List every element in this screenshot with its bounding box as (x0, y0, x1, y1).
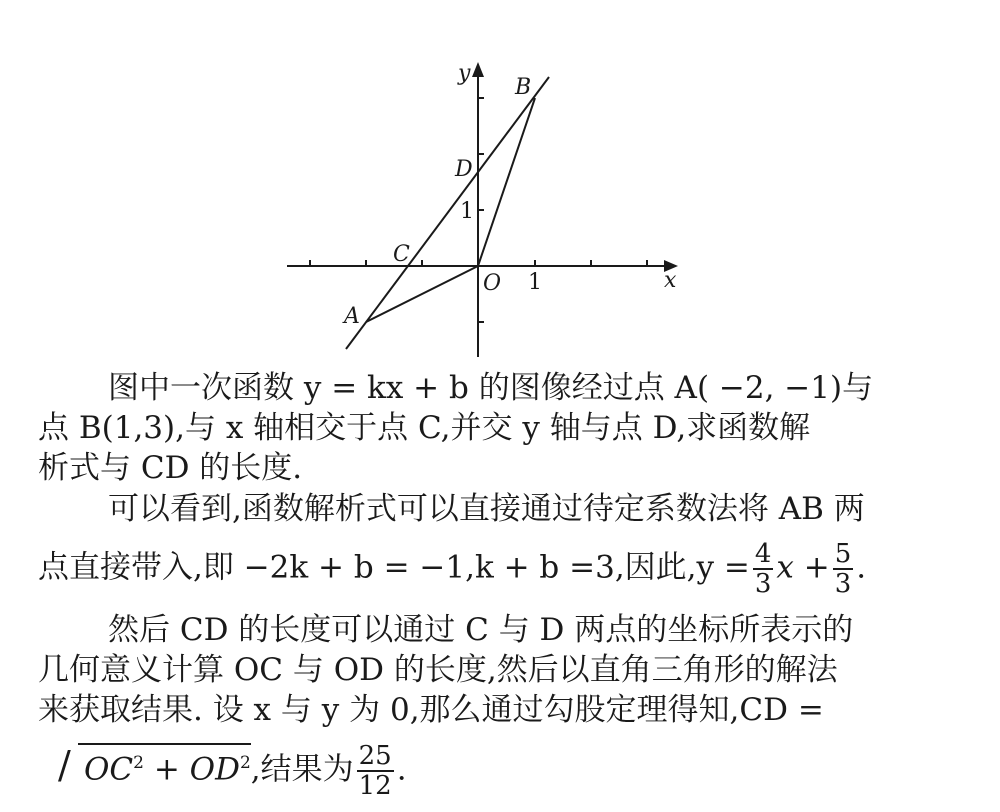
fraction-five-thirds (833, 540, 854, 598)
p3-line2: 几何意义计算 OC 与 OD 的长度,然后以直角三角形的解法 (38, 652, 838, 688)
exponent: 2 (239, 753, 251, 774)
fraction-numerator: 5 (834, 539, 852, 569)
x-tick-1-label: 1 (528, 270, 542, 295)
fraction-result (357, 742, 394, 800)
p2-end: . (856, 549, 867, 586)
y-axis-arrow (472, 62, 484, 77)
y-tick-1-label: 1 (460, 199, 474, 224)
p3-end: . (396, 751, 407, 788)
p1-line3: 析式与 CD 的长度. (38, 450, 303, 486)
fraction-four-thirds (753, 540, 774, 598)
exponent: 2 (133, 753, 144, 774)
p3-line1: 然后 CD 的长度可以通过 C 与 D 两点的坐标所表示的 (108, 612, 854, 648)
fraction-denominator: 12 (358, 771, 392, 801)
p3-line3: 来获取结果. 设 x 与 y 为 0,那么通过勾股定理得知,CD = (38, 692, 824, 728)
segment-AO (366, 266, 478, 322)
fraction-denominator: 3 (754, 569, 772, 599)
graph-svg (0, 0, 1000, 365)
fraction-numerator: 4 (754, 539, 772, 569)
fraction-numerator: 25 (358, 741, 392, 771)
point-B-label: B (515, 75, 532, 100)
line-AB (346, 77, 549, 349)
p1-line1: 图中一次函数 y = kx + b 的图像经过点 A( −2, −1)与 (108, 370, 874, 406)
square-root-expression: / $OC^2 + OD^2$ (58, 743, 251, 788)
plus-sign: + (143, 751, 190, 788)
p2-mid: x + (776, 549, 830, 586)
point-D-label: D (455, 157, 473, 182)
point-A-label: A (344, 304, 360, 329)
y-axis-label: y (458, 61, 471, 86)
p2-line1: 可以看到,函数解析式可以直接通过待定系数法将 AB 两 (108, 491, 865, 527)
point-C-label: C (393, 242, 410, 267)
p1-line2: 点 B(1,3),与 x 轴相交于点 C,并交 y 轴与点 D,求函数解 (38, 410, 811, 446)
sqrt-term-oc: OC (84, 751, 134, 788)
p3-line4 (58, 742, 407, 800)
p2-line2 (38, 540, 866, 598)
coordinate-figure (0, 0, 1000, 365)
segment-OB (478, 98, 535, 266)
x-axis-label: x (664, 268, 677, 293)
sqrt-term-od: OD (189, 751, 240, 788)
origin-label: O (483, 271, 502, 296)
fraction-denominator: 3 (834, 569, 852, 599)
result-prefix: ,结果为 (250, 751, 354, 788)
p2-line2-prefix: 点直接带入,即 −2k + b = −1,k + b =3,因此,y = (38, 549, 750, 586)
